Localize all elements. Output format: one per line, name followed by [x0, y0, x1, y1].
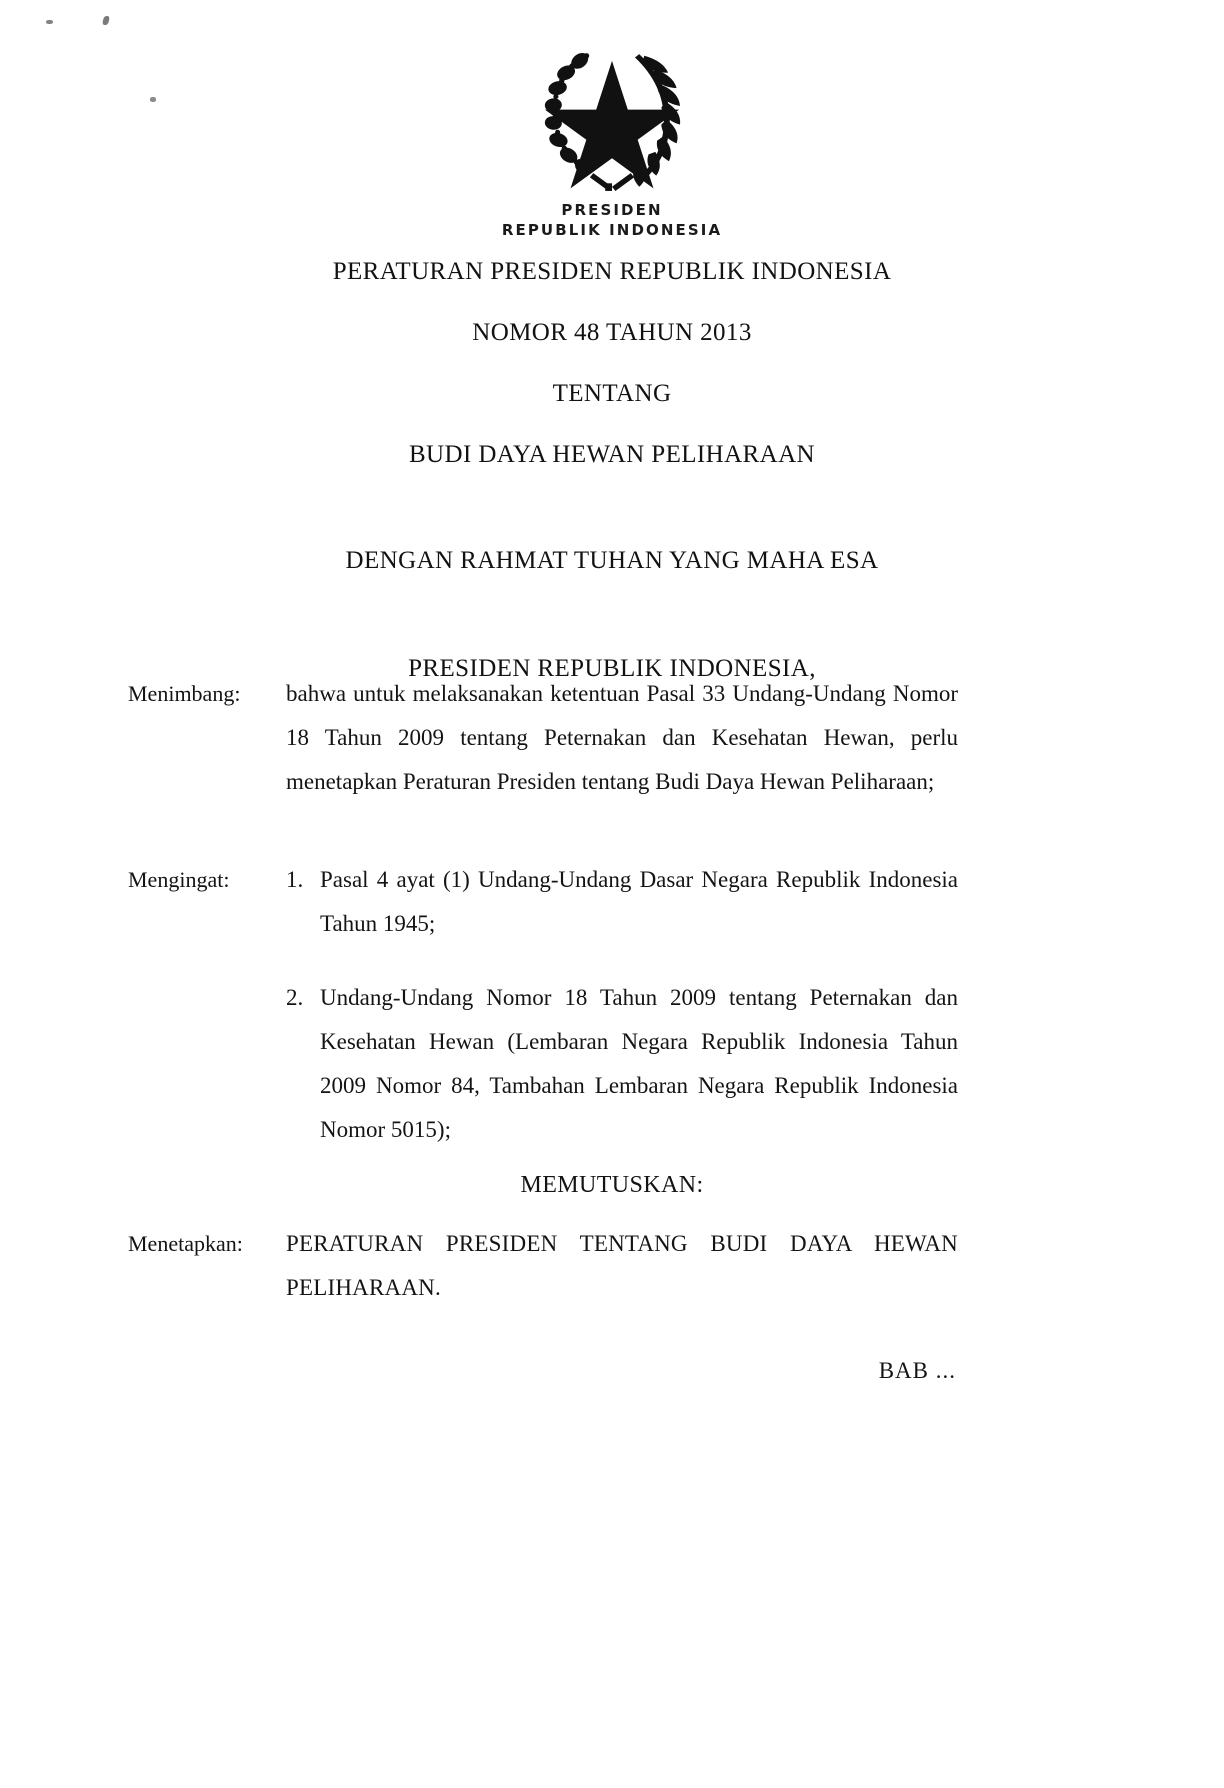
scan-speck [46, 20, 53, 24]
regulation-type-heading: PERATURAN PRESIDEN REPUBLIK INDONESIA [332, 258, 892, 285]
garuda-star-wreath-emblem [527, 32, 697, 202]
list-item [286, 858, 958, 946]
list-item-text: Undang-Undang Nomor 18 Tahun 2009 tentang Peternakan dan Kesehatan Hewan (Lembaran Negara Republik Indonesia Tahun 2009 Nomor 84, Tambahan Lembaran Negara Republik Indonesia Nomor 5015); [320, 985, 958, 1142]
recalling-label: Mengingat: [128, 867, 230, 892]
considering-body [286, 672, 958, 804]
list-item-text: Pasal 4 ayat (1) Undang-Undang Dasar Negara Republik Indonesia Tahun 1945; [320, 867, 958, 936]
regulation-subject: BUDI DAYA HEWAN PELIHARAAN [408, 441, 815, 468]
letterhead-line-republik-indonesia: REPUBLIK INDONESIA [501, 221, 723, 239]
emblem-container [0, 32, 1224, 202]
recalling-list [286, 858, 958, 1152]
list-item-number: 1. [286, 867, 304, 892]
scan-speck [102, 16, 110, 25]
considering-clause [128, 672, 958, 804]
considering-text: bahwa untuk melaksanakan ketentuan Pasal 33 Undang-Undang Nomor 18 Tahun 2009 tentang Peternakan dan Kesehatan Hewan, perlu menetapkan Peraturan Presiden tentang Budi Daya Hewan Peliharaan; [286, 681, 958, 794]
recalling-clause [128, 858, 958, 1152]
establishing-clause [128, 1222, 958, 1310]
considering-label: Menimbang: [128, 681, 241, 706]
deciding-heading: MEMUTUSKAN: [520, 1172, 704, 1198]
letterhead-line-presiden: PRESIDEN [561, 201, 663, 219]
establishing-text: PERATURAN PRESIDEN TENTANG BUDI DAYA HEWAN PELIHARAAN. [286, 1231, 958, 1300]
page-continuation-marker: BAB ... [878, 1358, 956, 1383]
list-item-number: 2. [286, 985, 304, 1010]
title-block [0, 252, 1224, 683]
letterhead [0, 200, 1224, 240]
issuer-line: PRESIDEN REPUBLIK INDONESIA, [408, 655, 816, 682]
document-body [128, 672, 958, 1152]
regulation-number: NOMOR 48 TAHUN 2013 [472, 319, 752, 346]
list-item [286, 976, 958, 1152]
recalling-body [286, 858, 958, 1152]
about-label: TENTANG [552, 380, 672, 407]
invocation-line: DENGAN RAHMAT TUHAN YANG MAHA ESA [345, 547, 879, 574]
establishing-label: Menetapkan: [128, 1231, 243, 1256]
